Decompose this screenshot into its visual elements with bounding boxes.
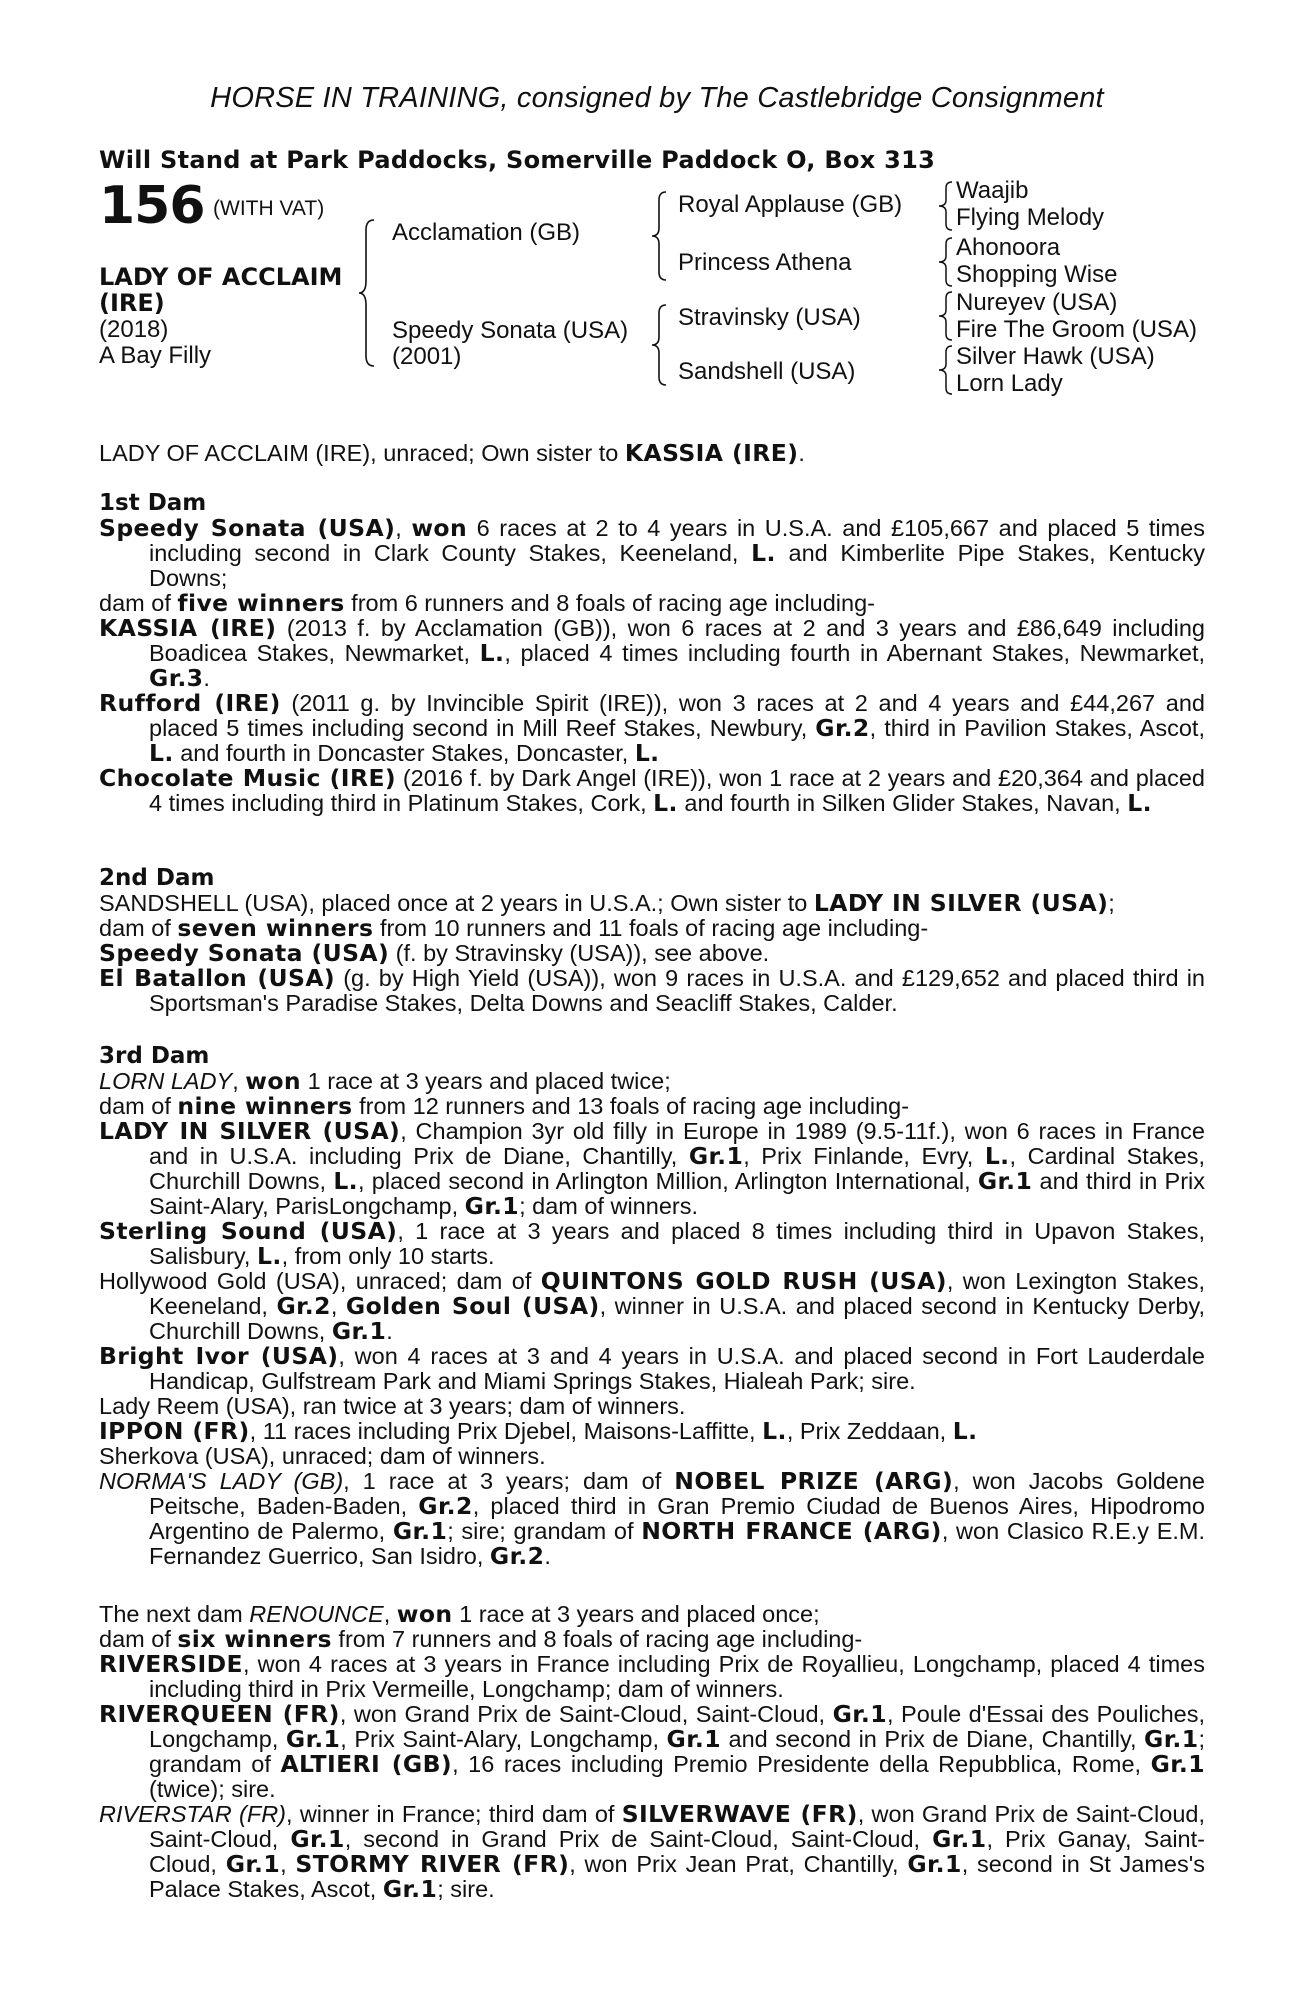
produce-lady-reem: Lady Reem (USA), ran twice at 3 years; dam of winners.: [99, 1393, 686, 1419]
pedigree-g6: Fire The Groom (USA): [956, 316, 1197, 343]
pedigree-sire: Acclamation (GB): [392, 219, 581, 246]
pedigree-brace-main: [358, 218, 378, 368]
page-title: HORSE IN TRAINING, consigned by The Castlebridge Consignment: [210, 82, 1104, 114]
pedigree-brace-dam: [651, 303, 669, 387]
produce-hollywood-gold: Hollywood Gold (USA), unraced; dam of QUINTONS GOLD RUSH (USA), won Lexington Stakes, Keeneland, Gr.2, Golden Soul (USA), winner in U.S.A. and placed second in Kentucky Derby, Churchill Downs, Gr.1.: [99, 1267, 1206, 1345]
pedigree-g8: Lorn Lady: [956, 370, 1063, 397]
produce-sherkova: Sherkova (USA), unraced; dam of winners.: [99, 1443, 546, 1469]
pedigree-g1: Waajib: [956, 177, 1029, 204]
produce-riverqueen: RIVERQUEEN (FR), won Grand Prix de Saint-Cloud, Saint-Cloud, Gr.1, Poule d'Essai des Pouliches, Longchamp, Gr.1, Prix Saint-Alary, Longchamp, Gr.1 and second in Prix de Diane, Chantilly, Gr.1; grandam of ALTIERI (GB), 16 races including Premio Presidente della Repubblica, Rome, Gr.1 (twice); sire.: [99, 1700, 1206, 1802]
pedigree-brace-g4: [938, 344, 954, 396]
produce-normas-lady: NORMA'S LADY (GB), 1 race at 3 years; dam of NOBEL PRIZE (ARG), won Jacobs Goldene Peitsche, Baden-Baden, Gr.2, placed third in Gran Premio Ciudad de Buenos Aires, Hipodromo Argentino de Palermo, Gr.1; sire; grandam of NORTH FRANCE (ARG), won Clasico R.E.y E.M. Fernandez Guerrico, San Isidro, Gr.2.: [99, 1467, 1206, 1570]
produce-lady-in-silver: LADY IN SILVER (USA), Champion 3yr old filly in Europe in 1989 (9.5-11f.), won 6 races in France and in U.S.A. including Prix de Diane, Chantilly, Gr.1, Prix Finlande, Evry, L., Cardinal Stakes, Churchill Downs, L., placed second in Arlington Million, Arlington International, Gr.1 and third in Prix Saint-Alary, ParisLongchamp, Gr.1; dam of winners.: [99, 1117, 1205, 1220]
pedigree-dam: Speedy Sonata (USA): [392, 317, 629, 344]
pedigree-dam-sire: Stravinsky (USA): [678, 304, 861, 331]
produce-el-batallon: El Batallon (USA) (g. by High Yield (USA)), won 9 races in U.S.A. and £129,652 and placed third in Sportsman's Paradise Stakes, Delta Downs and Seacliff Stakes, Calder.: [99, 964, 1206, 1016]
first-dam-record: Speedy Sonata (USA), won 6 races at 2 to 4 years in U.S.A. and £105,667 and placed 5 times including second in Clark County Stakes, Keeneland, L. and Kimberlite Pipe Stakes, Kentucky Downs;: [99, 514, 1205, 591]
produce-ippon: IPPON (FR), 11 races including Prix Djebel, Maisons-Laffitte, L., Prix Zeddaan, L.: [99, 1417, 978, 1445]
pedigree-brace-g2: [938, 236, 954, 288]
first-dam-produce: dam of five winners from 6 runners and 8 foals of racing age including-: [99, 589, 875, 617]
third-dam-section: [99, 1044, 1205, 1569]
produce-kassia: KASSIA (IRE) (2013 f. by Acclamation (GB)), won 6 races at 2 and 3 years and £86,649 including Boadicea Stakes, Newmarket, L., placed 4 times including fourth in Abernant Stakes, Newmarket, Gr.3.: [99, 614, 1206, 692]
sister-name: KASSIA (IRE): [624, 439, 799, 467]
second-dam-heading: 2nd Dam: [99, 865, 215, 891]
pedigree-dam-dam: Sandshell (USA): [678, 358, 856, 385]
third-dam-produce: dam of nine winners from 12 runners and 13 foals of racing age including-: [99, 1092, 910, 1120]
pedigree-g2: Flying Melody: [956, 204, 1105, 231]
pedigree-sire-sire: Royal Applause (GB): [678, 191, 903, 218]
lot-number: 156: [99, 176, 205, 236]
first-dam-section: [99, 491, 1205, 816]
third-dam-heading: 3rd Dam: [99, 1043, 210, 1069]
third-dam-record: LORN LADY, won 1 race at 3 years and placed twice;: [99, 1067, 671, 1095]
pedigree-g3: Ahonoora: [956, 234, 1061, 261]
next-dam-produce: dam of six winners from 7 runners and 8 foals of racing age including-: [99, 1625, 863, 1653]
first-dam-heading: 1st Dam: [99, 490, 207, 516]
intro-paragraph: LADY OF ACCLAIM (IRE), unraced; Own sister to KASSIA (IRE).: [99, 439, 805, 467]
produce-rufford: Rufford (IRE) (2011 g. by Invincible Spirit (IRE)), won 3 races at 2 and 4 years and £44,267 and placed 5 times including second in Mill Reef Stakes, Newbury, Gr.2, third in Pavilion Stakes, Ascot, L. and fourth in Doncaster Stakes, Doncaster, L.: [99, 689, 1205, 767]
produce-riverstar: RIVERSTAR (FR), winner in France; third dam of SILVERWAVE (FR), won Grand Prix de Saint-Cloud, Saint-Cloud, Gr.1, second in Grand Prix de Saint-Cloud, Saint-Cloud, Gr.1, Prix Ganay, Saint-Cloud, Gr.1, STORMY RIVER (FR), won Prix Jean Prat, Chantilly, Gr.1, second in St James's Palace Stakes, Ascot, Gr.1; sire.: [99, 1800, 1205, 1903]
horse-name-line1: LADY OF ACCLAIM: [99, 263, 343, 291]
vat-label: (WITH VAT): [213, 197, 325, 220]
lot-heading: [99, 176, 324, 236]
pedigree-brace-g3: [938, 290, 954, 342]
second-dam-section: [99, 866, 1205, 1016]
produce-riverside: RIVERSIDE, won 4 races at 3 years in France including Prix de Royallieu, Longchamp, placed 4 times including third in Prix Vermeille, Longchamp; dam of winners.: [99, 1650, 1205, 1702]
horse-year: (2018): [99, 316, 169, 343]
stand-location: Will Stand at Park Paddocks, Somerville Paddock O, Box 313: [99, 146, 936, 174]
produce-speedy-sonata: Speedy Sonata (USA) (f. by Stravinsky (USA)), see above.: [99, 939, 770, 967]
horse-name-line2: (IRE): [99, 289, 165, 317]
produce-chocolate-music: Chocolate Music (IRE) (2016 f. by Dark Angel (IRE)), won 1 race at 2 years and £20,364 and placed 4 times including third in Platinum Stakes, Cork, L. and fourth in Silken Glider Stakes, Navan, L.: [99, 764, 1205, 817]
pedigree-brace-sire: [651, 190, 669, 282]
next-dam-section: [99, 1602, 1205, 1902]
second-dam-produce: dam of seven winners from 10 runners and 11 foals of racing age including-: [99, 914, 929, 942]
produce-sterling-sound: Sterling Sound (USA), 1 race at 3 years and placed 8 times including third in Upavon Stakes, Salisbury, L., from only 10 starts.: [99, 1217, 1205, 1270]
pedigree-g4: Shopping Wise: [956, 261, 1118, 288]
pedigree-brace-g1: [938, 180, 954, 232]
pedigree-g5: Nureyev (USA): [956, 289, 1118, 316]
second-dam-record: SANDSHELL (USA), placed once at 2 years in U.S.A.; Own sister to LADY IN SILVER (USA);: [99, 889, 1115, 917]
next-dam-record: The next dam RENOUNCE, won 1 race at 3 years and placed once;: [99, 1600, 820, 1628]
pedigree-dam-year: (2001): [392, 343, 462, 370]
pedigree-sire-dam: Princess Athena: [678, 249, 852, 276]
horse-description: A Bay Filly: [99, 342, 212, 369]
produce-bright-ivor: Bright Ivor (USA), won 4 races at 3 and 4 years in U.S.A. and placed second in Fort Lauderdale Handicap, Gulfstream Park and Miami Springs Stakes, Hialeah Park; sire.: [99, 1342, 1205, 1394]
pedigree-g7: Silver Hawk (USA): [956, 343, 1155, 370]
